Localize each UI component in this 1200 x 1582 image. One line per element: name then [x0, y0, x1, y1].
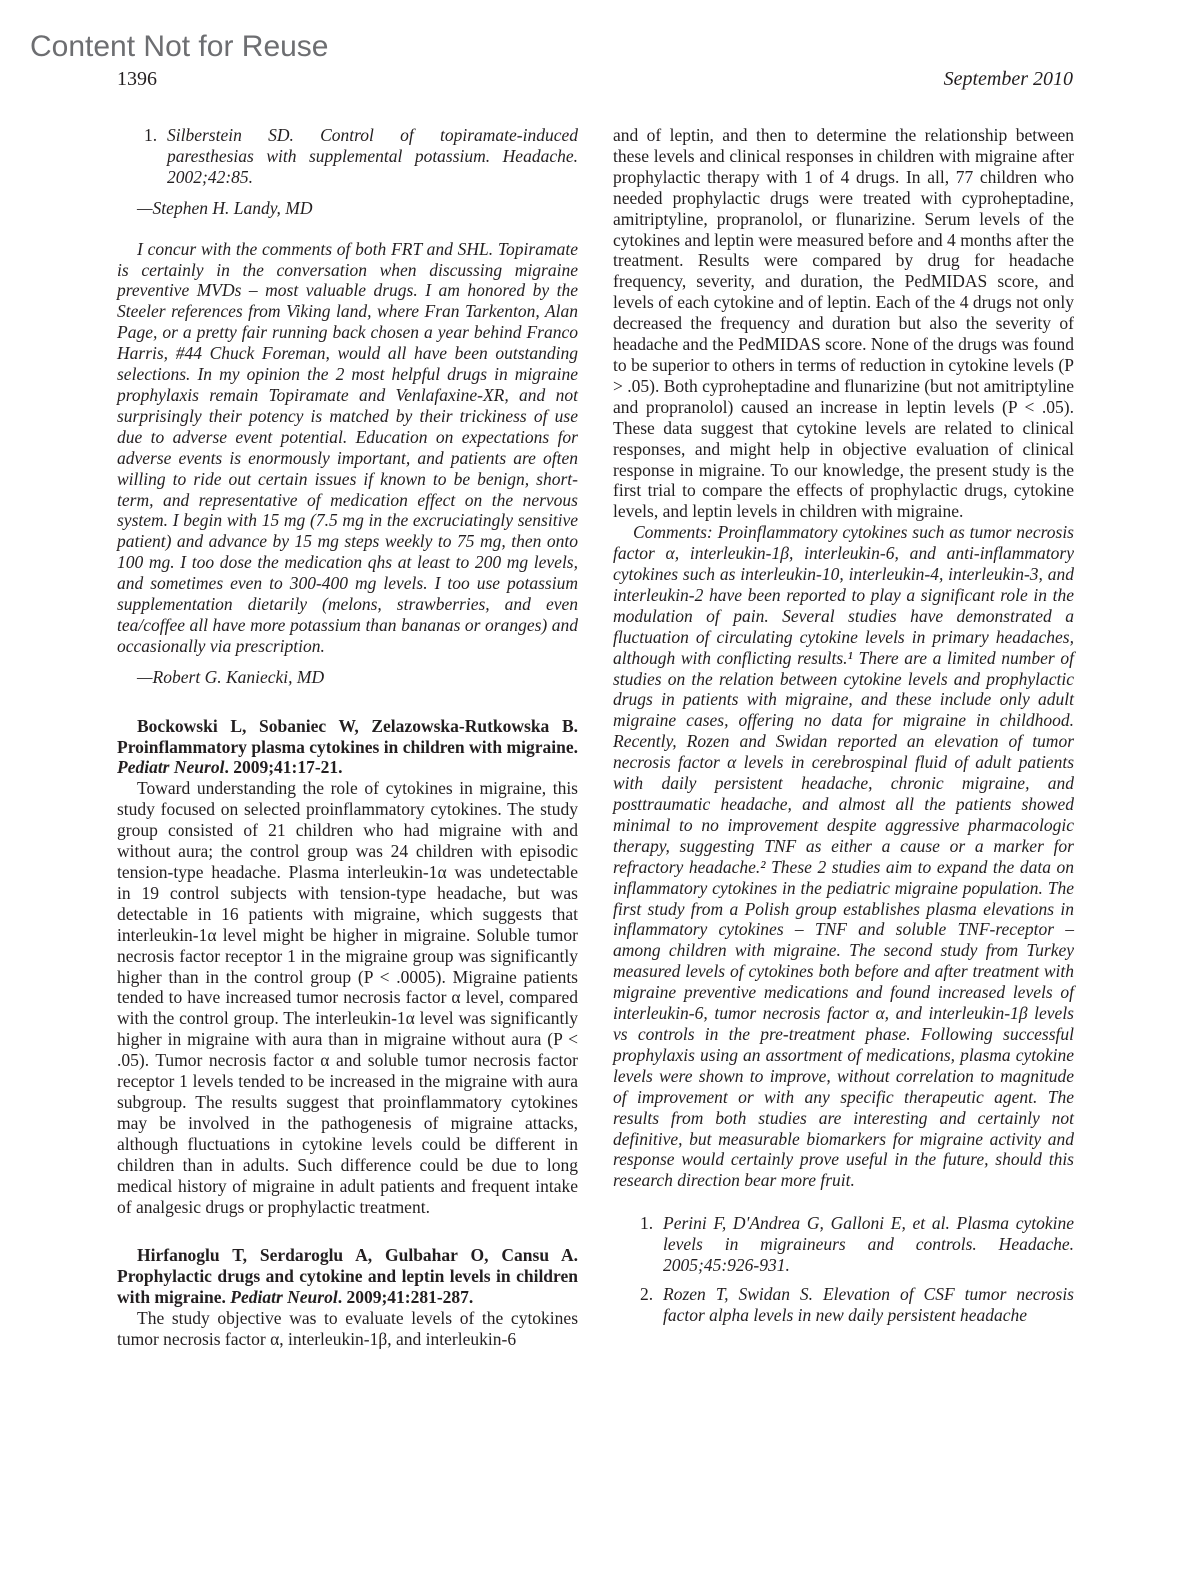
article-citation	[117, 716, 578, 779]
article-abstract-continued: and of leptin, and then to determine the relationship between these levels and clinical responses in children with migraine after prophylactic therapy with 1 of 4 drugs. In all, 77 children who needed prophylactic drugs were treated with cyproheptadine, amitriptyline, propranolol, or flunarizine. Serum levels of the cytokines and leptin were measured before and 4 months after the treatment. Results were compared by drug for headache frequency, severity, and duration, the PedMIDAS score, and levels of each cytokine and of leptin. Each of the 4 drugs not only decreased the frequency and duration but also the severity of headache and the PedMIDAS score. None of the drugs was found to be superior to others in terms of reduction in cytokine levels (P > .05). Both cyproheptadine and flunarizine (but not amitriptyline and propranolol) caused an increase in leptin levels (P < .05). These data suggest that cytokine levels are related to clinical responses, and might help in objective evaluation of clinical response in migraine. To our knowledge, the present study is the first trial to compare the effects of prophylactic drugs, cytokine levels, and leptin levels in children with migraine.	[613, 125, 1074, 522]
article-abstract: The study objective was to evaluate levels of the cytokines tumor necrosis factor α, interleukin-1β, and interleukin-6	[117, 1308, 578, 1350]
comments-paragraph: Comments: Proinflammatory cytokines such as tumor necrosis factor α, interleukin-1β, interleukin-6, and anti-inflammatory cytokines such as interleukin-10, interleukin-4, interleukin-3, and interleukin-2 have been reported to play a significant role in the modulation of pain. Several studies have demonstrated a fluctuation of circulating cytokine levels in primary headaches, although with conflicting results.¹ There are a limited number of studies on the relation between cytokine levels and prophylactic drugs in patients with migraine, and these include only adult migraine cases, offering no data for migraine in childhood. Recently, Rozen and Swidan reported an elevation of tumor necrosis factor α levels in cerebrospinal fluid of adult patients with daily persistent headache, chronic migraine, and posttraumatic headache, and almost all the patients showed minimal to no improvement despite aggressive pharmacologic therapy, suggesting TNF as either a cause or a marker for refractory headache.² These 2 studies aim to expand the data on inflammatory cytokines in the pediatric migraine population. The first study from a Polish group establishes plasma elevations in inflammatory cytokines – TNF and soluble TNF-receptor – among children with migraine. The second study from Turkey measured levels of cytokines both before and after treatment with migraine preventive medications and found increased levels of interleukin-6, tumor necrosis factor α, and interleukin-1β levels vs controls in the pre-treatment phase. Following successful prophylaxis using an assortment of medications, plasma cytokine levels were shown to improve, without correlation to magnitude of improvement or with any specific therapeutic agent. The results from both studies are interesting and certainly not definitive, but measurable biomarkers for migraine activity and response would certainly prove useful in the future, should this research direction bear more fruit.	[613, 522, 1074, 1191]
citation-volume: . 2009;41:281-287.	[337, 1287, 474, 1308]
reference-number: 1.	[640, 1213, 654, 1234]
article-abstract: Toward understanding the role of cytokines in migraine, this study focused on selected proinflammatory cytokines. The study group consisted of 21 children who had migraine with and without aura; the control group was 24 children with episodic tension-type headache. Plasma interleukin-1α was undetectable in 19 control subjects with tension-type headache, but was detectable in 16 patients with migraine, which suggests that interleukin-1α level might be higher in migraine. Soluble tumor necrosis factor receptor 1 in the migraine group was significantly higher than in the control group (P < .0005). Migraine patients tended to have increased tumor necrosis factor α level, compared with the control group. The interleukin-1α level was significantly higher in migraine with aura than in migraine without aura (P < .05). Tumor necrosis factor α and soluble tumor necrosis factor receptor 1 levels tended to be increased in the migraine with aura subgroup. The results suggest that proinflammatory cytokines may be involved in the pathogenesis of migraine attacks, although fluctuations in cytokine levels could be different in children than in adults. Such difference could be due to long medical history of migraine in adult patients and frequent intake of analgesic drugs or prophylactic treatment.	[117, 778, 578, 1217]
right-column	[613, 125, 1074, 1334]
reference-number: 1.	[144, 125, 158, 145]
citation-authors-title: Hirfanoglu T, Serdaroglu A, Gulbahar O, Cansu A. Prophylactic drugs and cytokine and leptin levels in children with migraine.	[117, 1245, 578, 1308]
author-signature: —Robert G. Kaniecki, MD	[137, 666, 325, 687]
reference-list-left	[117, 125, 578, 188]
article-citation	[117, 1245, 578, 1308]
reference-text: Silberstein SD. Control of topiramate-induced paresthesias with supplemental potassium. Headache. 2002;42:85.	[167, 125, 578, 187]
issue-date: September 2010	[943, 68, 1073, 90]
reference-item	[117, 125, 578, 188]
reference-number: 2.	[640, 1283, 654, 1304]
reference-item	[613, 1213, 1074, 1276]
left-column	[117, 125, 578, 1350]
reference-item	[613, 1284, 1074, 1326]
page-number: 1396	[117, 68, 157, 90]
citation-journal: Pediatr Neurol	[117, 757, 225, 778]
author-signature: —Stephen H. Landy, MD	[137, 197, 313, 218]
reference-list-right	[613, 1213, 1074, 1326]
reference-text: Rozen T, Swidan S. Elevation of CSF tumor necrosis factor alpha levels in new daily persistent headache	[663, 1283, 1074, 1325]
citation-authors-title: Bockowski L, Sobaniec W, Zelazowska-Rutkowska B. Proinflammatory plasma cytokines in children with migraine.	[117, 715, 578, 757]
citation-journal: Pediatr Neurol	[230, 1287, 338, 1308]
reference-text: Perini F, D'Andrea G, Galloni E, et al. Plasma cytokine levels in migraineurs and controls. Headache. 2005;45:926-931.	[663, 1213, 1074, 1276]
citation-volume: . 2009;41:17-21.	[224, 757, 343, 778]
commentary-paragraph: I concur with the comments of both FRT and SHL. Topiramate is certainly in the conversation when discussing migraine preventive MVDs – most valuable drugs. I am honored by the Steeler references from Viking land, where Fran Tarkenton, Alan Page, or a pretty fair running back chosen a year behind Franco Harris, #44 Chuck Foreman, would all have been outstanding selections. In my opinion the 2 most helpful drugs in migraine prophylaxis remain Topiramate and Venlafaxine-XR, and not surprisingly their potency is matched by their trickiness of use due to adverse event potential. Education on expectations for adverse events is enormously important, and patients are often willing to ride out certain issues if known to be benign, short-term, and representative of medication effect on the nervous system. I begin with 15 mg (7.5 mg in the excruciatingly sensitive patient) and advance by 15 mg steps weekly to 75 mg, then onto 100 mg. I too dose the medication qhs at least to 200 mg levels, and sometimes even to 300-400 mg levels. I too use potassium supplementation dietarily (melons, strawberries, and even tea/coffee all have more potassium than bananas or oranges) and occasionally via prescription.	[117, 238, 578, 656]
content-watermark: Content Not for Reuse	[30, 30, 329, 63]
